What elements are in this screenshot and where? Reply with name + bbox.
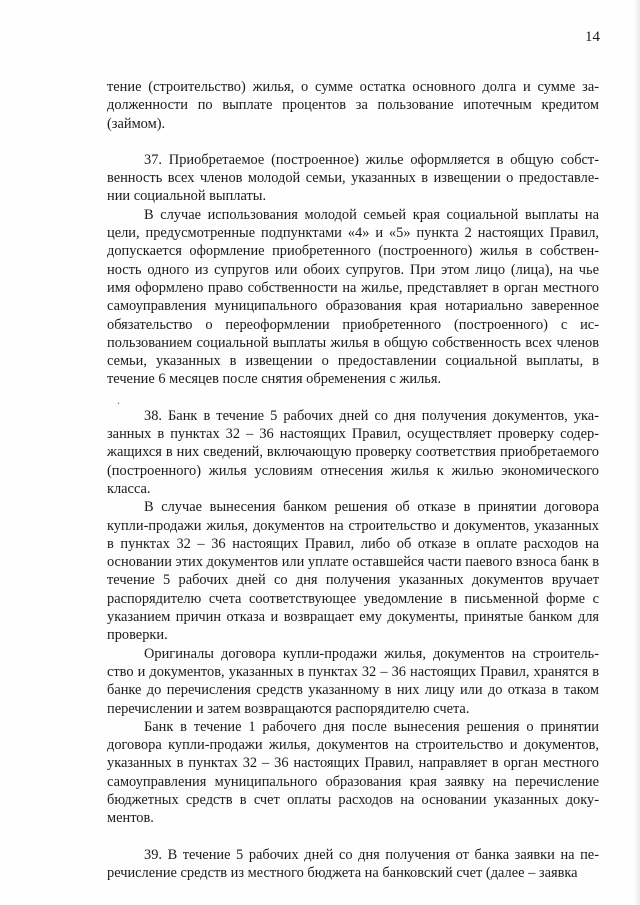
paragraph-39: 39. В течение 5 рабочих дней со дня получения от банка заявки на перечисление средств из местного бюджета на банковский счет (далее – заявка (107, 846, 599, 881)
paragraph-38-bank-request: Банк в течение 1 рабочего дня после вынесения решения о принятии договора купли-продажи жилья, документов на строительство и документов, указанных в пунктах 32 – 36 настоящих Правил, направляет в орган местного самоуправления муниципального образования края заявку на перечисление бюджетных средств в счет оплаты расходов на основании указанных документов. (107, 718, 599, 827)
paragraph-gap (107, 133, 599, 151)
page-edge-shadow (634, 0, 640, 905)
paragraph-37-ownership: В случае использования молодой семьей края социальной выплаты на цели, предусмотренные подпунктами «4» и «5» пункта 2 настоящих Правил, допускается оформление приобретенного (построенного) жилья в собственность одного из супругов или обоих супругов. При этом лицо (лица), на чье имя оформлено право собственности на жилье, представляет в орган местного самоуправления муниципального образования края нотариально заверенное обязательство о переоформлении приобретенного (построенного) с использованием социальной выплаты жилья в общую собственность всех членов семьи, указанных в извещении о предоставлении социальной выплаты, в течение 6 месяцев после снятия обременения с жилья. (107, 206, 599, 388)
paragraph-37: 37. Приобретаемое (построенное) жилье оформляется в общую собственность всех членов молодой семьи, указанных в извещении о предоставлении социальной выплаты. (107, 151, 599, 205)
paragraph-38: 38. Банк в течение 5 рабочих дней со дня получения документов, указанных в пунктах 32 – 36 настоящих Правил, осуществляет проверку содержащихся в них сведений, включающую проверку соответствия приобретаемого (построенного) жилья условиям отнесения жилья к жилью экономического класса. (107, 407, 599, 497)
stray-mark: . (117, 393, 120, 407)
page-number: 14 (585, 29, 600, 45)
paragraph-continuation: тение (строительство) жилья, о сумме остатка основного долга и сумме задолженности по выплате процентов за пользование ипотечным кредитом (займом). (107, 79, 599, 132)
paragraph-gap (107, 389, 599, 407)
paragraph-38-refusal: В случае вынесения банком решения об отказе в принятии договора купли-продажи жилья, документов на строительство и документов, указанных в пунктах 32 – 36 настоящих Правил, либо об отказе в оплате расходов на основании этих документов или уплате оставшейся части паевого взноса банк в течение 5 рабочих дней со дня получения указанных документов вручает распорядителю счета соответствующее уведомление в письменной форме с указанием причин отказа и возвращает ему документы, принятые банком для проверки. (107, 499, 599, 644)
document-body (107, 78, 599, 882)
paragraph-38-originals: Оригиналы договора купли-продажи жилья, документов на строительство и документов, указанных в пунктах 32 – 36 настоящих Правил, хранятся в банке до перечисления средств указанному в них лицу или до отказа в таком перечислении и затем возвращаются распорядителю счета. (107, 645, 599, 717)
paragraph-gap (107, 828, 599, 846)
